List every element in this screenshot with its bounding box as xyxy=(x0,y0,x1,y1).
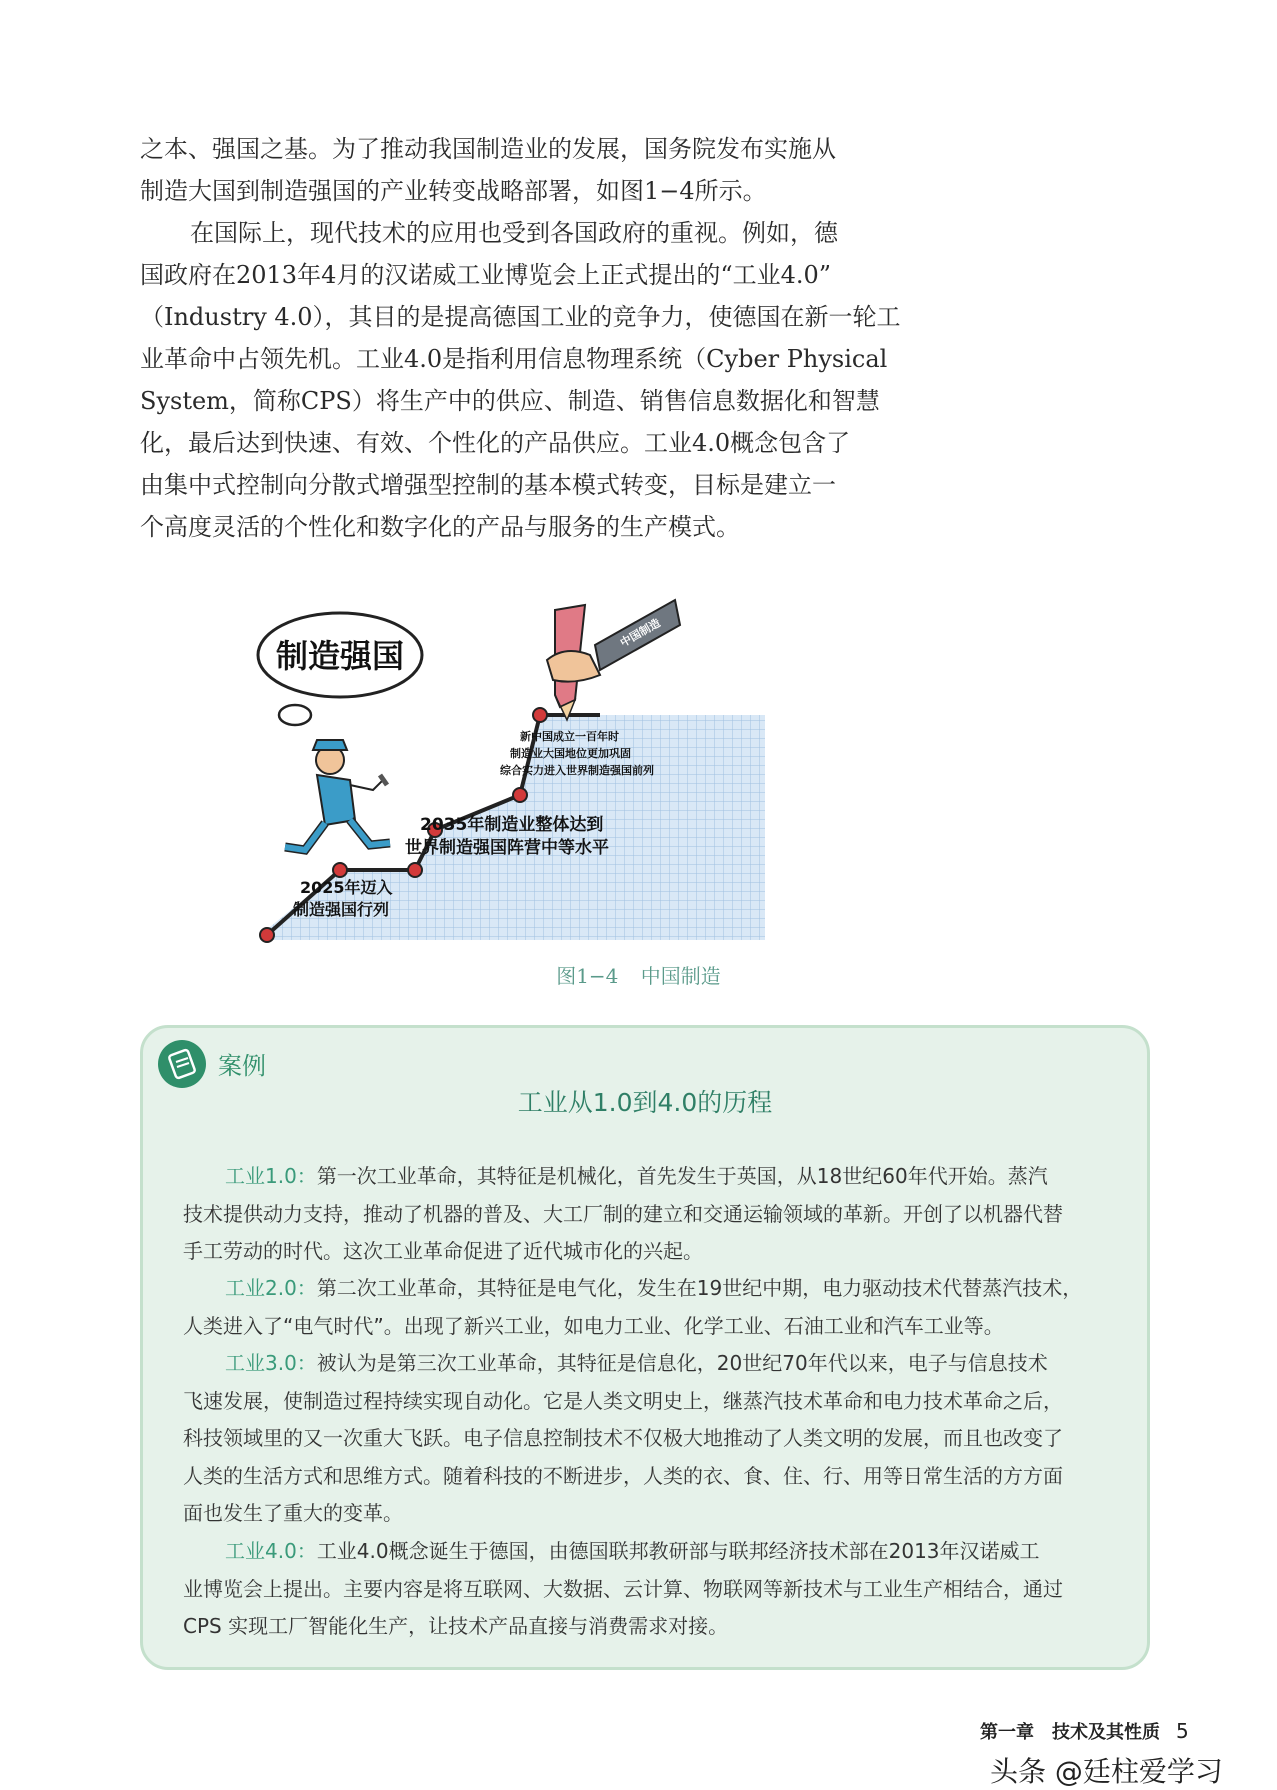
pencil-hand-figure xyxy=(547,600,680,720)
paragraph-2 xyxy=(140,212,901,548)
case-icon xyxy=(158,1040,206,1088)
pencil-label: 中国制造 xyxy=(618,616,663,650)
step3-label: 综合实力进入世界制造强国前列 xyxy=(500,764,654,777)
case-item-2 xyxy=(183,1270,1113,1345)
case-item-text: 手工劳动的时代。这次工业革命促进了近代城市化的兴起。 xyxy=(183,1239,703,1263)
page-number: 5 xyxy=(1176,1719,1189,1743)
case-item-text: 工业4.0概念诞生于德国，由德国联邦教研部与联邦经济技术部在2013年汉诺威工 xyxy=(316,1539,1040,1563)
case-item-text: 科技领域里的又一次重大飞跃。电子信息控制技术不仅极大地推动了人类文明的发展，而且也改变了 xyxy=(183,1426,1063,1450)
step-dot xyxy=(333,863,347,877)
caption-text: 中国制造 xyxy=(640,964,721,988)
text-line: 业革命中占领先机。工业4.0是指利用信息物理系统（Cyber Physical xyxy=(140,345,888,373)
step1-label: 制造强国行列 xyxy=(293,900,390,919)
step1-label: 2025年迈入 xyxy=(300,878,393,897)
case-item-text: 技术提供动力支持，推动了机器的普及、大工厂制的建立和交通运输领域的革新。开创了以机器代替 xyxy=(183,1201,1063,1226)
step-dot xyxy=(513,788,527,802)
case-item-lead: 工业4.0： xyxy=(225,1539,317,1563)
step2-label: 世界制造强国阵营中等水平 xyxy=(405,838,609,858)
thought-bubble-tail xyxy=(279,705,311,725)
running-worker-figure xyxy=(285,740,390,850)
text-line: 个高度灵活的个性化和数字化的产品与服务的生产模式。 xyxy=(140,513,740,541)
case-item-text: 飞速发展，使制造过程持续实现自动化。它是人类文明史上，继蒸汽技术革命和电力技术革命之后， xyxy=(183,1388,1063,1413)
case-item-text: 业博览会上提出。主要内容是将互联网、大数据、云计算、物联网等新技术与工业生产相结合，通过 xyxy=(183,1576,1063,1601)
figure-illustration xyxy=(255,585,785,945)
case-item-text: 第二次工业革命，其特征是电气化，发生在19世纪中期，电力驱动技术代替蒸汽技术， xyxy=(316,1276,1083,1300)
case-item-text: 人类进入了“电气时代”。出现了新兴工业，如电力工业、化学工业、石油工业和汽车工业等。 xyxy=(183,1313,1004,1338)
case-item-text: CPS 实现工厂智能化生产，让技术产品直接与消费需求对接。 xyxy=(183,1614,729,1638)
case-item-lead: 工业2.0： xyxy=(225,1276,317,1300)
watermark: 头条 @廷柱爱学习 xyxy=(990,1755,1223,1788)
case-item-lead: 工业1.0： xyxy=(225,1164,317,1188)
text-line: （Industry 4.0），其目的是提高德国工业的竞争力，使德国在新一轮工 xyxy=(140,303,901,331)
case-item-lead: 工业3.0： xyxy=(225,1351,317,1375)
step2-label: 2035年制造业整体达到 xyxy=(420,815,604,835)
step-dot xyxy=(533,708,547,722)
case-item-text: 被认为是第三次工业革命，其特征是信息化，20世纪70年代以来，电子与信息技术 xyxy=(316,1351,1048,1375)
text-line: System，简称CPS）将生产中的供应、制造、销售信息数据化和智慧 xyxy=(140,387,880,415)
figure-caption xyxy=(0,960,1277,989)
text-line: 之本、强国之基。为了推动我国制造业的发展，国务院发布实施从 xyxy=(140,135,836,163)
caption-number: 图1−4 xyxy=(556,964,619,988)
text-line: 由集中式控制向分散式增强型控制的基本模式转变，目标是建立一 xyxy=(140,471,836,499)
step-dot xyxy=(408,863,422,877)
figure-china-manufacturing xyxy=(255,585,785,945)
bubble-text: 制造强国 xyxy=(275,637,405,675)
chapter-title: 第一章 技术及其性质 xyxy=(980,1722,1160,1743)
case-item-3 xyxy=(183,1345,1113,1533)
paragraph-1 xyxy=(140,128,894,212)
case-label: 案例 xyxy=(218,1052,266,1080)
case-icon-glyph xyxy=(158,1040,206,1088)
step3-label: 新中国成立一百年时 xyxy=(520,730,619,743)
step-dot xyxy=(260,928,274,942)
text-line: 化，最后达到快速、有效、个性化的产品供应。工业4.0概念包含了 xyxy=(140,429,851,457)
case-item-1 xyxy=(183,1158,1113,1271)
text-line: 国政府在2013年4月的汉诺威工业博览会上正式提出的“工业4.0” xyxy=(140,261,832,289)
case-box xyxy=(140,1025,1150,1670)
case-item-text: 第一次工业革命，其特征是机械化，首先发生于英国，从18世纪60年代开始。蒸汽 xyxy=(316,1164,1048,1188)
case-item-text: 人类的生活方式和思维方式。随着科技的不断进步，人类的衣、食、住、行、用等日常生活的方方面 xyxy=(183,1463,1063,1488)
text-line: 制造大国到制造强国的产业转变战略部署，如图1−4所示。 xyxy=(140,177,767,205)
page-footer xyxy=(980,1718,1189,1744)
text-line: 在国际上，现代技术的应用也受到各国政府的重视。例如，德 xyxy=(190,219,838,247)
case-item-4 xyxy=(183,1533,1113,1646)
case-item-text: 面也发生了重大的变革。 xyxy=(183,1501,403,1525)
step3-label: 制造业大国地位更加巩固 xyxy=(510,747,631,760)
case-title: 工业从1.0到4.0的历程 xyxy=(517,1088,773,1117)
